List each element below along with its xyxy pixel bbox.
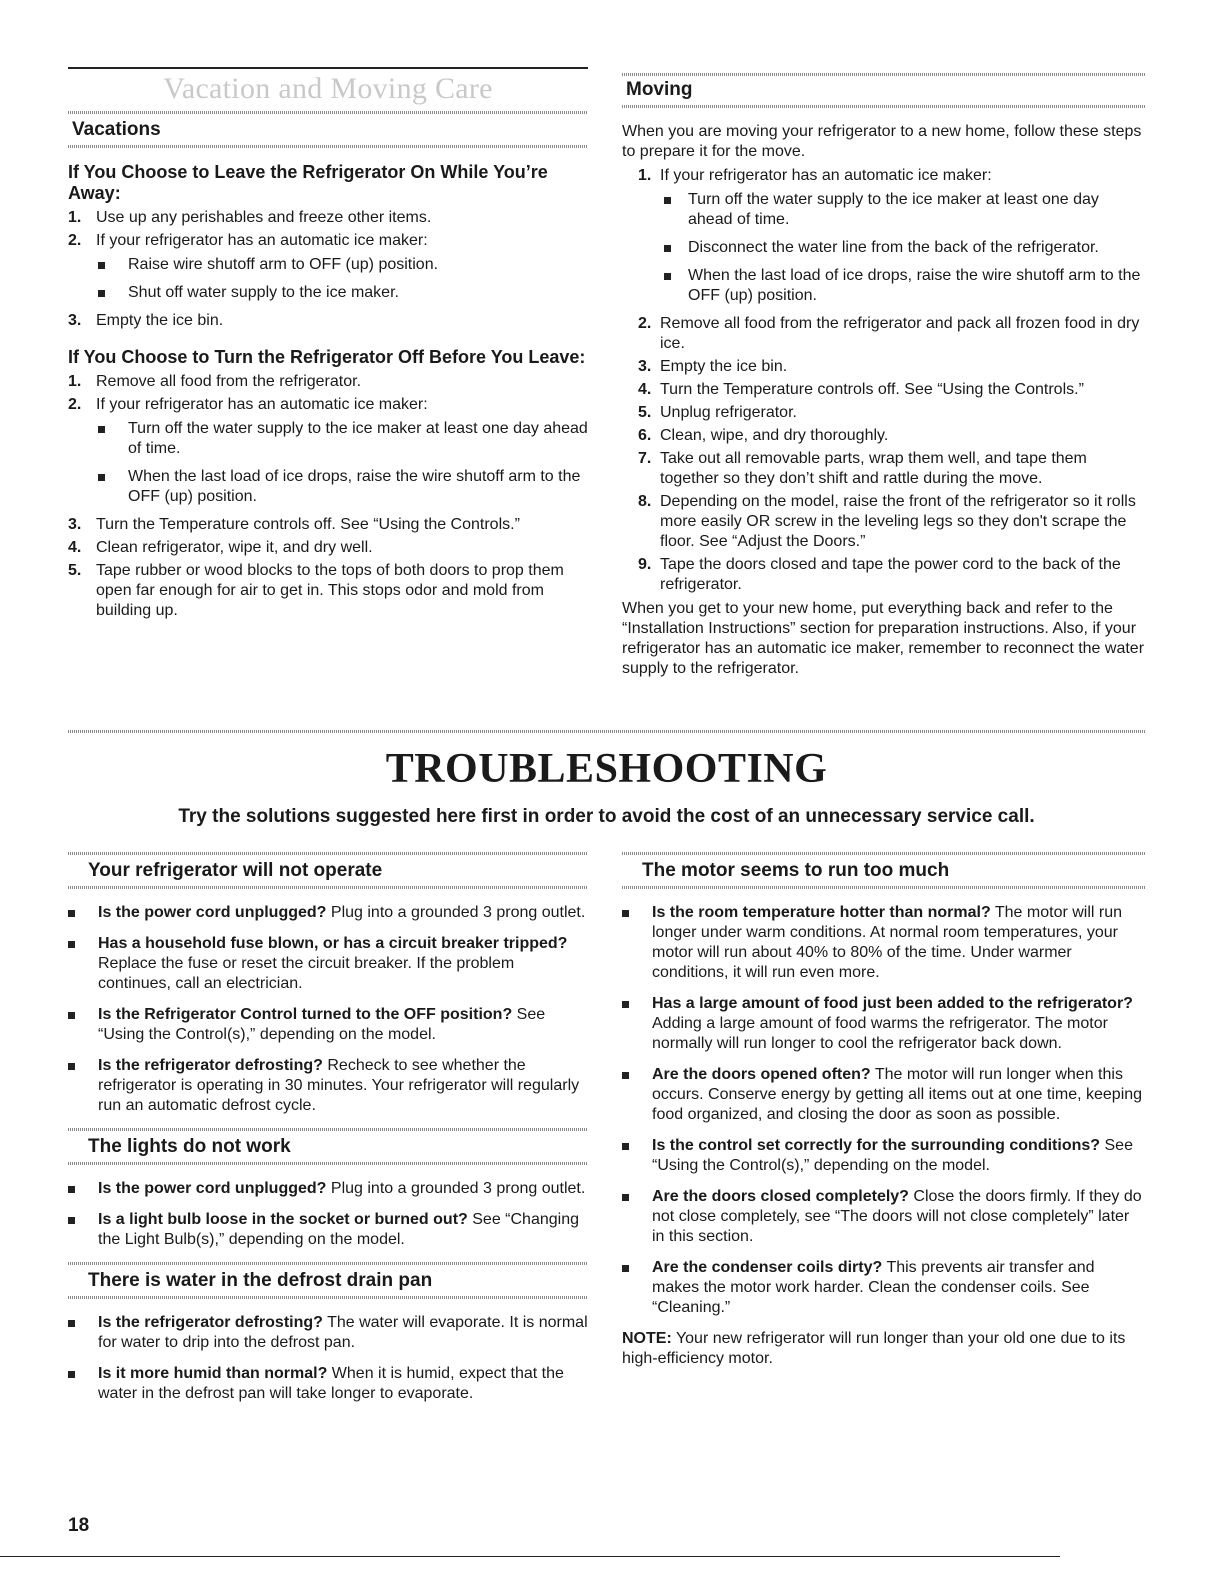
square-bullet-icon (68, 941, 75, 948)
step-item: 2. Remove all food from the refrigerator and pack all frozen food in dry ice. (638, 315, 1140, 352)
square-bullet-icon (622, 1072, 629, 1079)
troubleshooting-title: TROUBLESHOOTING (385, 746, 828, 792)
divider (68, 886, 588, 889)
lights-heading: The lights do not work (88, 1136, 291, 1157)
square-bullet-icon (622, 1194, 629, 1201)
leave-on-steps (68, 208, 588, 331)
vacations-heading: Vacations (72, 119, 161, 140)
square-bullet-icon (622, 1265, 629, 1272)
list-item: Is the refrigerator defrosting? The water will evaporate. It is normal for water to drip into the defrost pan. (68, 1313, 588, 1353)
section-title: Vacation and Moving Care (163, 72, 493, 105)
step-item: 3. Empty the ice bin. (638, 358, 788, 375)
list-item: Is it more humid than normal? When it is humid, expect that the water in the defrost pan will take longer to evaporate. (68, 1364, 588, 1404)
lights-list (68, 1179, 588, 1250)
list-item: Are the doors opened often? The motor will run longer when this occurs. Conserve energy by getting all items out at one time, keeping food organized, and closing the door as soon as possible. (622, 1065, 1146, 1125)
sub-bullets (98, 419, 588, 507)
list-item: Is the control set correctly for the surrounding conditions? See “Using the Control(s),” depending on the model. (622, 1136, 1146, 1176)
turn-off-steps (68, 372, 588, 621)
sub-bullets (98, 255, 588, 303)
water-list (68, 1313, 588, 1404)
bullet-item: Disconnect the water line from the back of the refrigerator. (664, 238, 1146, 258)
step-item: 5. Unplug refrigerator. (638, 404, 797, 421)
square-bullet-icon (622, 910, 629, 917)
square-bullet-icon (68, 1217, 75, 1224)
bullet-item: Raise wire shutoff arm to OFF (up) position. (98, 255, 588, 275)
vacation-column (68, 67, 588, 624)
square-bullet-icon (664, 197, 671, 204)
divider (68, 730, 1146, 733)
step-item: 4. Turn the Temperature controls off. See “Using the Controls.” (638, 381, 1084, 398)
list-item: Is the Refrigerator Control turned to the OFF position? See “Using the Control(s),” depending on the model. (68, 1005, 588, 1045)
moving-heading: Moving (626, 79, 693, 100)
list-item: Is the room temperature hotter than normal? The motor will run longer under warm conditions. At normal room temperatures, your motor will run about 40% to 80% of the time. Under warmer conditions, it will run even more. (622, 903, 1146, 983)
step-item: 1. If your refrigerator has an automatic ice maker: Turn off the water supply to the ice maker at least one day ahead of time. Disconnect the water line from the back of the refrigerator. When the last load of ice drops, raise the wire shutoff arm to the OFF (up) position. (638, 166, 1146, 306)
not-operate-heading: Your refrigerator will not operate (88, 860, 383, 881)
moving-closing: When you get to your new home, put everything back and refer to the “Installation Instructions” section for preparation instructions. Also, if your refrigerator has an automatic ice maker, remember to reconnect the water supply to the refrigerator. (622, 600, 1145, 677)
bullet-item: When the last load of ice drops, raise the wire shutoff arm to the OFF (up) position. (664, 266, 1146, 306)
list-item: Is the refrigerator defrosting? Recheck to see whether the refrigerator is operating in 30 minutes. Your refrigerator will regularly run an automatic defrost cycle. (68, 1056, 588, 1116)
divider (622, 886, 1146, 889)
page-number: 18 (68, 1515, 90, 1536)
top-rule (68, 67, 588, 69)
step-item: 2. If your refrigerator has an automatic ice maker: Turn off the water supply to the ice maker at least one day ahead of time. When the last load of ice drops, raise the wire shutoff arm to the OFF (up) position. (68, 396, 588, 505)
bullet-item: Turn off the water supply to the ice maker at least one day ahead of time. (664, 190, 1146, 230)
motor-heading: The motor seems to run too much (642, 860, 950, 881)
bullet-item: When the last load of ice drops, raise the wire shutoff arm to the OFF (up) position. (98, 467, 588, 507)
bottom-rule (0, 1556, 1060, 1557)
step-item: 2. If your refrigerator has an automatic ice maker: Raise wire shutoff arm to OFF (up) position. Shut off water supply to the ice maker. (68, 231, 588, 303)
leave-on-heading: If You Choose to Leave the Refrigerator On While You’re Away: (68, 162, 548, 203)
list-item: Are the doors closed completely? Close the doors firmly. If they do not close completely, see “The doors will not close completely” later in this section. (622, 1187, 1146, 1247)
list-item: Has a household fuse blown, or has a circuit breaker tripped? Replace the fuse or reset the circuit breaker. If the problem continues, call an electrician. (68, 934, 588, 994)
water-heading: There is water in the defrost drain pan (88, 1270, 433, 1291)
square-bullet-icon (622, 1001, 629, 1008)
square-bullet-icon (98, 426, 105, 433)
list-item: Are the condenser coils dirty? This prevents air transfer and makes the motor work harder. Clean the condenser coils. See “Cleaning.” (622, 1258, 1146, 1318)
bullet-item: Turn off the water supply to the ice maker at least one day ahead of time. (98, 419, 588, 459)
divider (68, 145, 588, 148)
step-item: 6. Clean, wipe, and dry thoroughly. (638, 427, 889, 444)
step-item: 8. Depending on the model, raise the front of the refrigerator so it rolls more easily OR screw in the leveling legs so they don't scrape the floor. See “Adjust the Doors.” (638, 493, 1136, 550)
list-item: Is a light bulb loose in the socket or burned out? See “Changing the Light Bulb(s),” depending on the model. (68, 1210, 588, 1250)
note-label: NOTE: (622, 1330, 672, 1347)
step-item: 7. Take out all removable parts, wrap them well, and tape them together so they don’t shift and rattle during the move. (638, 450, 1087, 487)
note-text: Your new refrigerator will run longer than your old one due to its high-efficiency motor. (622, 1330, 1126, 1367)
moving-column (622, 73, 1146, 681)
square-bullet-icon (68, 1371, 75, 1378)
sub-bullets (664, 190, 1146, 306)
step-item: 3. Turn the Temperature controls off. See “Using the Controls.” (68, 516, 520, 533)
troubleshoot-left-column (68, 852, 588, 1415)
troubleshoot-right-column (622, 852, 1146, 1371)
moving-steps (638, 166, 1146, 595)
moving-intro: When you are moving your refrigerator to a new home, follow these steps to prepare it for the move. (622, 123, 1142, 160)
square-bullet-icon (68, 910, 75, 917)
square-bullet-icon (98, 474, 105, 481)
divider (68, 1296, 588, 1299)
square-bullet-icon (68, 1320, 75, 1327)
square-bullet-icon (98, 262, 105, 269)
square-bullet-icon (664, 245, 671, 252)
troubleshooting-subtitle: Try the solutions suggested here first in order to avoid the cost of an unnecessary service call. (178, 806, 1035, 827)
motor-list (622, 903, 1146, 1318)
square-bullet-icon (664, 273, 671, 280)
step-item: 5. Tape rubber or wood blocks to the tops of both doors to prop them open far enough for air to get in. This stops odor and mold from building up. (68, 562, 564, 619)
divider (622, 105, 1146, 108)
step-item: 9. Tape the doors closed and tape the power cord to the back of the refrigerator. (638, 556, 1121, 593)
turn-off-heading: If You Choose to Turn the Refrigerator Off Before You Leave: (68, 347, 586, 367)
divider (68, 1162, 588, 1165)
not-operate-list (68, 903, 588, 1116)
square-bullet-icon (68, 1063, 75, 1070)
step-item: 3. Empty the ice bin. (68, 312, 224, 329)
square-bullet-icon (68, 1186, 75, 1193)
list-item: Is the power cord unplugged? Plug into a grounded 3 prong outlet. (68, 903, 588, 923)
step-item: 4. Clean refrigerator, wipe it, and dry well. (68, 539, 373, 556)
square-bullet-icon (98, 290, 105, 297)
square-bullet-icon (622, 1143, 629, 1150)
list-item: Is the power cord unplugged? Plug into a grounded 3 prong outlet. (68, 1179, 588, 1199)
list-item: Has a large amount of food just been added to the refrigerator? Adding a large amount of food warms the refrigerator. The motor normally will run longer to cool the refrigerator back down. (622, 994, 1146, 1054)
motor-note (622, 1329, 1146, 1369)
bullet-item: Shut off water supply to the ice maker. (98, 283, 588, 303)
step-item: 1. Remove all food from the refrigerator. (68, 373, 362, 390)
step-item: 1. Use up any perishables and freeze other items. (68, 209, 432, 226)
square-bullet-icon (68, 1012, 75, 1019)
